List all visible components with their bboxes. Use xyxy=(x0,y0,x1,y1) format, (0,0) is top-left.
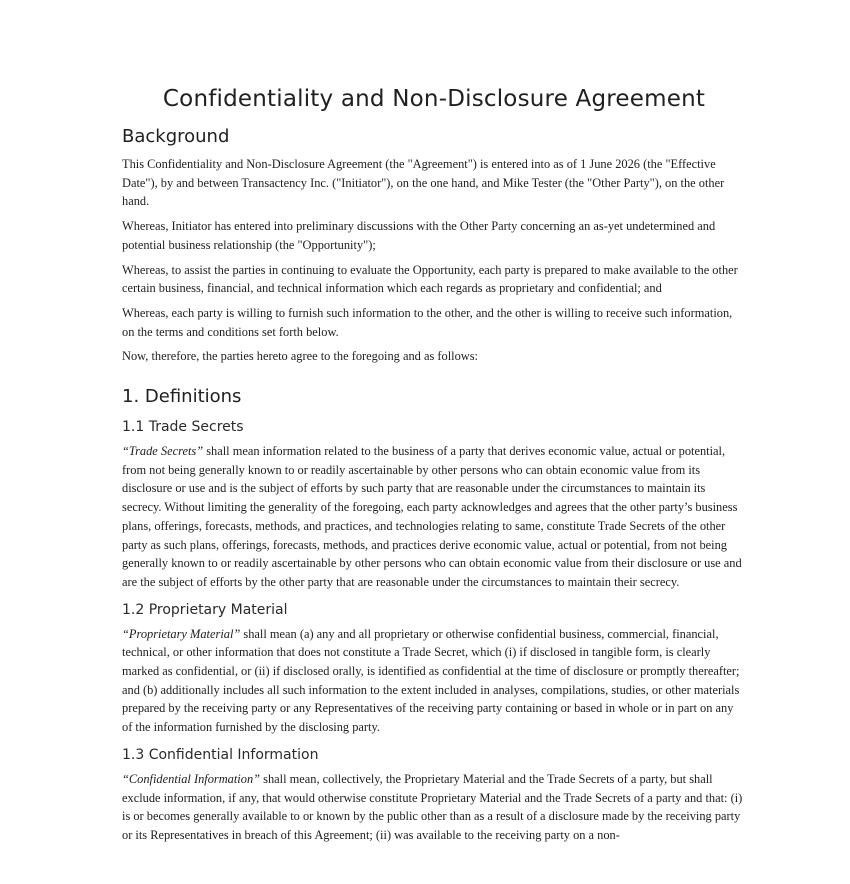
definition-text: shall mean, collectively, the Proprietary Material and the Trade Secrets of a party, but shall exclude information, if any, that would otherwise constitute Proprietary Material and the Trade Secrets of a party and that: (i) is or becomes generally available to or known by the public other than as a result of a disclosure made by the receiving party or its Representatives in breach of this Agreement; (ii) was available to the receiving party on a non- xyxy=(122,771,743,842)
document-title: Confidentiality and Non-Disclosure Agreement xyxy=(162,86,706,112)
section-heading-background: Background xyxy=(122,126,230,147)
document-page xyxy=(122,86,746,851)
definition-text: shall mean (a) any and all proprietary or otherwise confidential business, commercial, financial, technical, or other information that does not constitute a Trade Secret, which (i) if disclosed in tangible form, is clearly marked as confidential, or (ii) if disclosed orally, is identified as confidential at the time of disclosure or promptly thereafter; and (b) additionally includes all such information to the extent included in analyses, compilations, studies, or other materials prepared by the receiving party or any Representatives of the receiving party containing or based in whole or in part on any of the information furnished by the disclosing party. xyxy=(122,626,740,735)
defined-term: “Proprietary Material” xyxy=(122,626,241,641)
definition-proprietary-material xyxy=(122,625,746,737)
background-paragraph: Whereas, to assist the parties in continuing to evaluate the Opportunity, each party is prepared to make available to the other certain business, financial, and technical information which each regards as proprietary and confidential; and xyxy=(122,262,738,296)
background-paragraph: This Confidentiality and Non-Disclosure Agreement (the "Agreement") is entered into as of 1 June 2026 (the "Effective Date"), by and between Transactency Inc. ("Initiator"), on the one hand, and Mike Tester (the "Other Party"), on the other hand. xyxy=(122,157,725,209)
defined-term: “Confidential Information” xyxy=(122,771,261,786)
background-paragraph: Whereas, Initiator has entered into preliminary discussions with the Other Party concerning an as-yet undetermined and potential business relationship (the "Opportunity"); xyxy=(122,219,716,252)
subsection-heading-proprietary-material: 1.2 Proprietary Material xyxy=(122,601,288,618)
subsection-heading-confidential-information: 1.3 Confidential Information xyxy=(122,746,319,763)
subsection-heading-trade-secrets: 1.1 Trade Secrets xyxy=(122,419,244,436)
background-paragraph: Whereas, each party is willing to furnish such information to the other, and the other is willing to receive such information, on the terms and conditions set forth below. xyxy=(122,305,733,339)
definition-confidential-information xyxy=(122,770,746,845)
definition-text: shall mean information related to the business of a party that derives economic value, actual or potential, from not being generally known to or readily ascertainable by other persons who can obtain economic value from its disclosure or use and is the subject of efforts by such party that are reasonable under the circumstances to maintain its secrecy. Without limiting the generality of the foregoing, each party acknowledges and agrees that the other party’s business plans, offerings, forecasts, methods, and practices, and technologies relating to same, constitute Trade Secrets of the other party as such plans, offerings, forecasts, methods, and practices derive economic value, actual or potential, from not being generally known to or readily ascertainable by other persons who can obtain economic value from their disclosure or use and are the subject of efforts by the other party that are reasonable under the circumstances to maintain their secrecy. xyxy=(122,444,742,589)
definition-trade-secrets xyxy=(122,442,746,592)
section-heading-definitions: 1. Definitions xyxy=(122,386,242,408)
background-paragraph: Now, therefore, the parties hereto agree to the foregoing and as follows: xyxy=(122,349,478,364)
defined-term: “Trade Secrets” xyxy=(122,444,204,459)
